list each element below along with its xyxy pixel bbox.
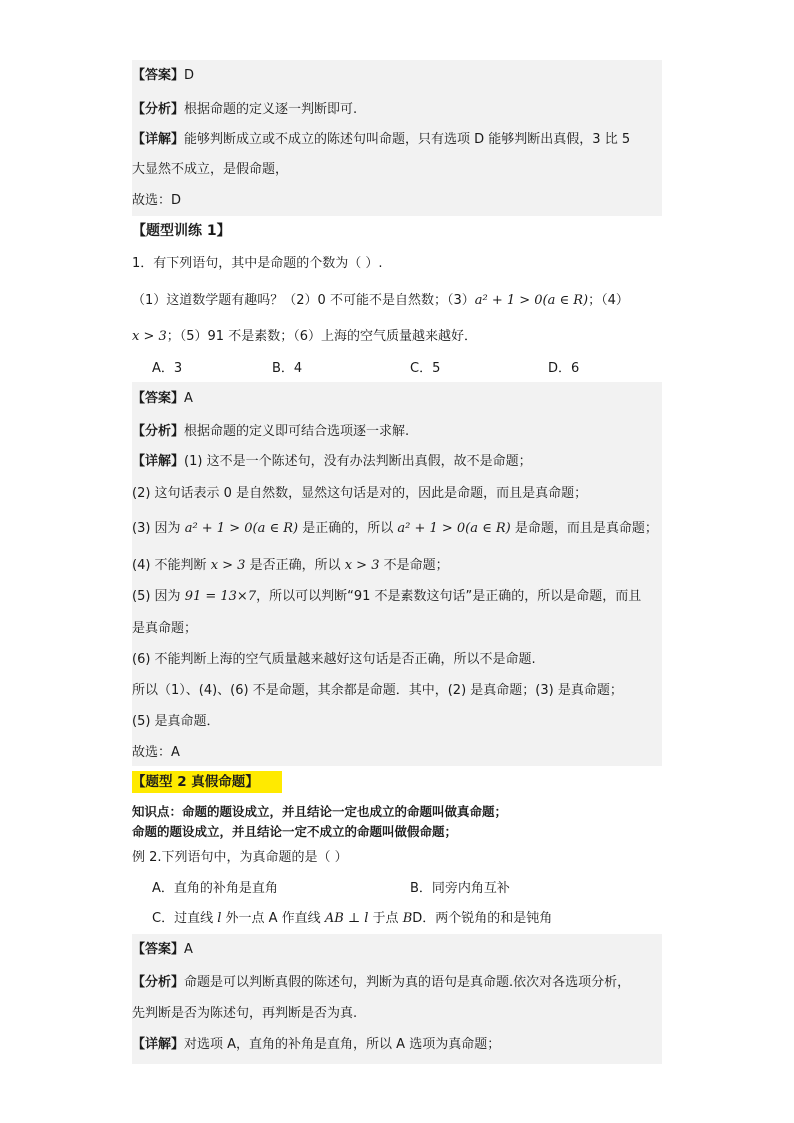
answer-line: 【答案】D: [132, 68, 195, 83]
knowledge-line-1: 知识点：命题的题设成立，并且结论一定也成立的命题叫做真命题；: [132, 804, 508, 819]
analysis-line: 【分析】根据命题的定义即可结合选项逐一求解.: [132, 424, 410, 439]
analysis-line: 【分析】命题是可以判断真假的陈述句，判断为真的语句是真命题.依次对各选项分析，: [132, 975, 631, 990]
choose-line: 故选：A: [132, 745, 180, 760]
analysis-line-cont: 先判断是否为陈述句，再判断是否为真.: [132, 1006, 358, 1021]
option-a: A．3: [152, 361, 183, 376]
example-option-c: C．过直线 l 外一点 A 作直线 AB ⊥ l 于点 BD．两个锐角的和是钝角: [152, 911, 553, 926]
summary-line-cont: (5) 是真命题．: [132, 714, 220, 729]
question-stem: 1．有下列语句，其中是命题的个数为（ ）.: [132, 256, 383, 271]
summary-line: 所以（1）、(4)、(6) 不是命题，其余都是命题．其中，(2) 是真命题；(3) 是真命题；: [132, 683, 623, 698]
option-d: D．6: [548, 361, 580, 376]
example-option-b: B．同旁内角互补: [410, 881, 510, 896]
example-stem: 例 2.下列语句中，为真命题的是（ ）: [132, 850, 348, 865]
question-line-1: （1）这道数学题有趣吗？（2）0 不可能不是自然数；（3）a² + 1 > 0(a ∈ R)；（4）: [132, 293, 629, 308]
option-b: B．4: [272, 361, 303, 376]
detail-line-5-cont: 是真命题；: [132, 621, 198, 636]
answer-line: 【答案】A: [132, 942, 193, 957]
practice-title: 【题型训练 1】: [132, 223, 231, 239]
detail-line: 【详解】(1) 这不是一个陈述句，没有办法判断出真假，故不是命题；: [132, 454, 532, 469]
analysis-line: 【分析】根据命题的定义逐一判断即可.: [132, 102, 358, 117]
section-heading: 【题型 2 真假命题】: [132, 774, 259, 790]
example-option-a: A．直角的补角是直角: [152, 881, 278, 896]
detail-line-3: (3) 因为 a² + 1 > 0(a ∈ R) 是正确的，所以 a² + 1 > 0(a ∈ R) 是命题，而且是真命题；: [132, 521, 658, 536]
detail-line-5: (5) 因为 91 = 13×7，所以可以判断“91 不是素数这句话”是正确的，所以是命题，而且: [132, 589, 642, 604]
choose-line: 故选：D: [132, 193, 182, 208]
knowledge-line-2: 命题的题设成立，并且结论一定不成立的命题叫做假命题；: [132, 824, 458, 839]
detail-line-cont: 大显然不成立，是假命题，: [132, 162, 289, 177]
detail-line-2: (2) 这句话表示 0 是自然数，显然这句话是对的，因此是命题，而且是真命题；: [132, 486, 588, 501]
question-line-2: x > 3；（5）91 不是素数；（6）上海的空气质量越来越好．: [132, 329, 477, 344]
detail-line-6: (6) 不能判断上海的空气质量越来越好这句话是否正确，所以不是命题.: [132, 652, 536, 667]
option-c: C．5: [410, 361, 441, 376]
detail-line: 【详解】能够判断成立或不成立的陈述句叫命题，只有选项 D 能够判断出真假，3 比 5: [132, 132, 631, 147]
answer-line: 【答案】A: [132, 391, 193, 406]
detail-line-4: (4) 不能判断 x > 3 是否正确，所以 x > 3 不是命题；: [132, 558, 449, 573]
detail-line: 【详解】对选项 A，直角的补角是直角，所以 A 选项为真命题；: [132, 1037, 501, 1052]
